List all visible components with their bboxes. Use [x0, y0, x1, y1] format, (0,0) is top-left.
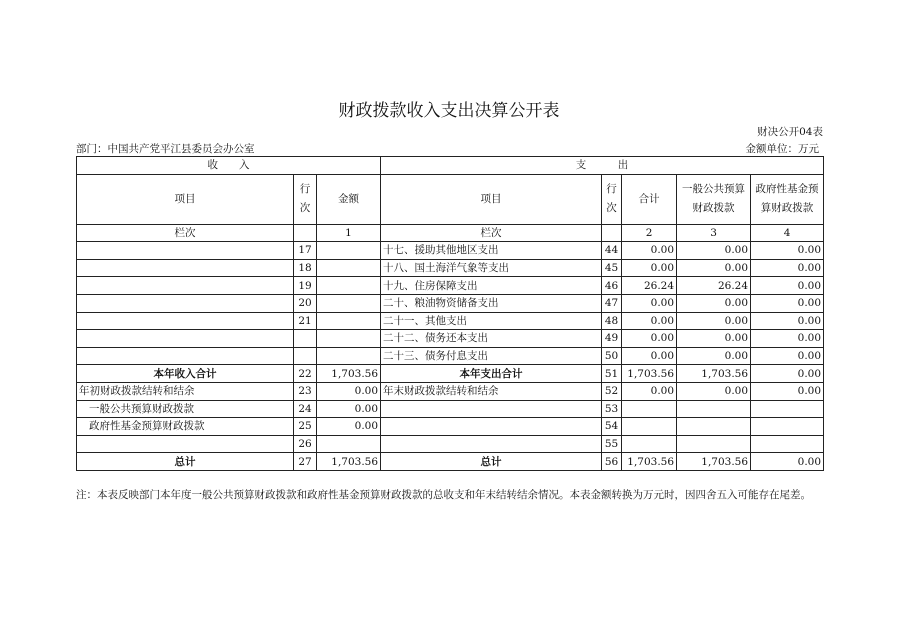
gov-fund-amount: 0.00: [751, 453, 824, 471]
col-index-exp-label: 栏次: [381, 224, 602, 242]
income-amount: 1,703.56: [317, 365, 381, 383]
total-header: 合计: [622, 174, 677, 224]
table-row: [77, 382, 824, 400]
expense-header: 支 出: [381, 157, 824, 175]
expense-row-no: 50: [602, 347, 622, 365]
expense-item: 二十二、债务还本支出: [381, 330, 602, 348]
income-item: 总计: [77, 453, 294, 471]
department-label: 部门：中国共产党平江县委员会办公室: [76, 143, 255, 155]
income-amount: 1,703.56: [317, 453, 381, 471]
income-row-no: [294, 347, 317, 365]
expense-item: [381, 435, 602, 453]
total-amount: [622, 400, 677, 418]
expense-row-no: 54: [602, 418, 622, 436]
expense-item: 十七、援助其他地区支出: [381, 242, 602, 260]
expense-row-no: 56: [602, 453, 622, 471]
expense-row-no: 49: [602, 330, 622, 348]
general-budget-amount: [677, 418, 751, 436]
total-amount: 0.00: [622, 330, 677, 348]
expense-row-no: 46: [602, 277, 622, 295]
income-item-header: 项目: [77, 174, 294, 224]
column-index-row: [77, 224, 824, 242]
expense-item: 二十三、债务付息支出: [381, 347, 602, 365]
total-amount: 1,703.56: [622, 365, 677, 383]
income-row-no: 18: [294, 259, 317, 277]
header-row-2: [77, 174, 824, 224]
expense-item: 二十、粮油物资储备支出: [381, 294, 602, 312]
income-amount: [317, 312, 381, 330]
amount-unit-label: 金额单位：万元: [745, 143, 819, 155]
general-budget-amount: 1,703.56: [677, 365, 751, 383]
gov-fund-amount: [751, 418, 824, 436]
gov-fund-amount: 0.00: [751, 242, 824, 260]
general-budget-amount: 1,703.56: [677, 453, 751, 471]
table-row: [77, 418, 824, 436]
expense-row-no: 48: [602, 312, 622, 330]
income-item: [77, 330, 294, 348]
table-row: [77, 242, 824, 260]
total-amount: 0.00: [622, 312, 677, 330]
general-budget-amount: 0.00: [677, 312, 751, 330]
col-index-1: 1: [317, 224, 381, 242]
general-budget-amount: [677, 435, 751, 453]
income-amount: [317, 259, 381, 277]
income-item: [77, 259, 294, 277]
income-row-no: 26: [294, 435, 317, 453]
income-amount: [317, 435, 381, 453]
income-amount-header: 金额: [317, 174, 381, 224]
expense-item-header: 项目: [381, 174, 602, 224]
income-row-no: 25: [294, 418, 317, 436]
income-item: [77, 347, 294, 365]
table-row: [77, 312, 824, 330]
col-index-empty-2: [602, 224, 622, 242]
total-amount: 0.00: [622, 294, 677, 312]
income-item: [77, 277, 294, 295]
income-row-no: 22: [294, 365, 317, 383]
income-amount: 0.00: [317, 382, 381, 400]
col-index-2: 2: [622, 224, 677, 242]
income-row-no: [294, 330, 317, 348]
gov-fund-amount: 0.00: [751, 330, 824, 348]
general-budget-amount: 0.00: [677, 294, 751, 312]
income-item: [77, 294, 294, 312]
table-row: [77, 347, 824, 365]
page-title: 财政拨款收入支出决算公开表: [338, 101, 560, 121]
income-row-no: 24: [294, 400, 317, 418]
income-amount: [317, 277, 381, 295]
income-item: 年初财政拨款结转和结余: [77, 382, 294, 400]
income-item: [77, 435, 294, 453]
table-body: [77, 242, 824, 471]
total-amount: [622, 435, 677, 453]
gov-fund-amount: 0.00: [751, 277, 824, 295]
expense-row-no: 51: [602, 365, 622, 383]
income-item: [77, 242, 294, 260]
total-amount: 0.00: [622, 259, 677, 277]
table-row: [77, 400, 824, 418]
income-header: 收 入: [77, 157, 381, 175]
income-amount: [317, 347, 381, 365]
income-item: [77, 312, 294, 330]
header-row-1: [77, 157, 824, 175]
income-rowno-header: 行次: [294, 174, 317, 224]
col-index-4: 4: [751, 224, 824, 242]
expense-rowno-header: 行次: [602, 174, 622, 224]
gov-fund-amount: 0.00: [751, 382, 824, 400]
expense-row-no: 45: [602, 259, 622, 277]
expense-item: 二十一、其他支出: [381, 312, 602, 330]
expense-row-no: 55: [602, 435, 622, 453]
table-row: [77, 259, 824, 277]
income-row-no: 17: [294, 242, 317, 260]
total-amount: 0.00: [622, 347, 677, 365]
expense-item: 十九、住房保障支出: [381, 277, 602, 295]
income-row-no: 20: [294, 294, 317, 312]
total-amount: 26.24: [622, 277, 677, 295]
gov-fund-amount: 0.00: [751, 365, 824, 383]
total-amount: 1,703.56: [622, 453, 677, 471]
income-item: 政府性基金预算财政拨款: [77, 418, 294, 436]
general-budget-amount: [677, 400, 751, 418]
gov-fund-amount: [751, 435, 824, 453]
table-row: [77, 330, 824, 348]
expense-item: 总计: [381, 453, 602, 471]
expense-item: [381, 418, 602, 436]
income-item: 一般公共预算财政拨款: [77, 400, 294, 418]
total-amount: 0.00: [622, 242, 677, 260]
fiscal-appropriation-table: [76, 156, 824, 471]
expense-row-no: 52: [602, 382, 622, 400]
income-amount: 0.00: [317, 400, 381, 418]
gov-fund-header: 政府性基金预算财政拨款: [751, 174, 824, 224]
table-row: [77, 294, 824, 312]
general-budget-amount: 0.00: [677, 347, 751, 365]
general-budget-amount: 0.00: [677, 242, 751, 260]
income-amount: [317, 294, 381, 312]
col-index-3: 3: [677, 224, 751, 242]
gov-fund-amount: 0.00: [751, 259, 824, 277]
col-index-empty: [294, 224, 317, 242]
table-row: [77, 365, 824, 383]
general-budget-amount: 0.00: [677, 259, 751, 277]
expense-row-no: 53: [602, 400, 622, 418]
gov-fund-amount: [751, 400, 824, 418]
total-amount: 0.00: [622, 382, 677, 400]
income-row-no: 23: [294, 382, 317, 400]
general-budget-amount: 0.00: [677, 330, 751, 348]
income-amount: [317, 330, 381, 348]
expense-item: [381, 400, 602, 418]
income-amount: 0.00: [317, 418, 381, 436]
gov-fund-amount: 0.00: [751, 312, 824, 330]
footnote: 注：本表反映部门本年度一般公共预算财政拨款和政府性基金预算财政拨款的总收支和年末结转结余情况。本表金额转换为万元时，因四舍五入可能存在尾差。: [76, 489, 811, 501]
income-item: 本年收入合计: [77, 365, 294, 383]
general-budget-amount: 0.00: [677, 382, 751, 400]
col-index-label: 栏次: [77, 224, 294, 242]
form-number: 财决公开04表: [757, 126, 823, 138]
table-row: [77, 435, 824, 453]
gov-fund-amount: 0.00: [751, 347, 824, 365]
gov-fund-amount: 0.00: [751, 294, 824, 312]
expense-row-no: 44: [602, 242, 622, 260]
total-amount: [622, 418, 677, 436]
income-row-no: 21: [294, 312, 317, 330]
table-row: [77, 453, 824, 471]
income-row-no: 27: [294, 453, 317, 471]
expense-row-no: 47: [602, 294, 622, 312]
general-budget-amount: 26.24: [677, 277, 751, 295]
expense-item: 本年支出合计: [381, 365, 602, 383]
expense-item: 年末财政拨款结转和结余: [381, 382, 602, 400]
income-row-no: 19: [294, 277, 317, 295]
expense-item: 十八、国土海洋气象等支出: [381, 259, 602, 277]
table-row: [77, 277, 824, 295]
income-amount: [317, 242, 381, 260]
general-budget-header: 一般公共预算财政拨款: [677, 174, 751, 224]
